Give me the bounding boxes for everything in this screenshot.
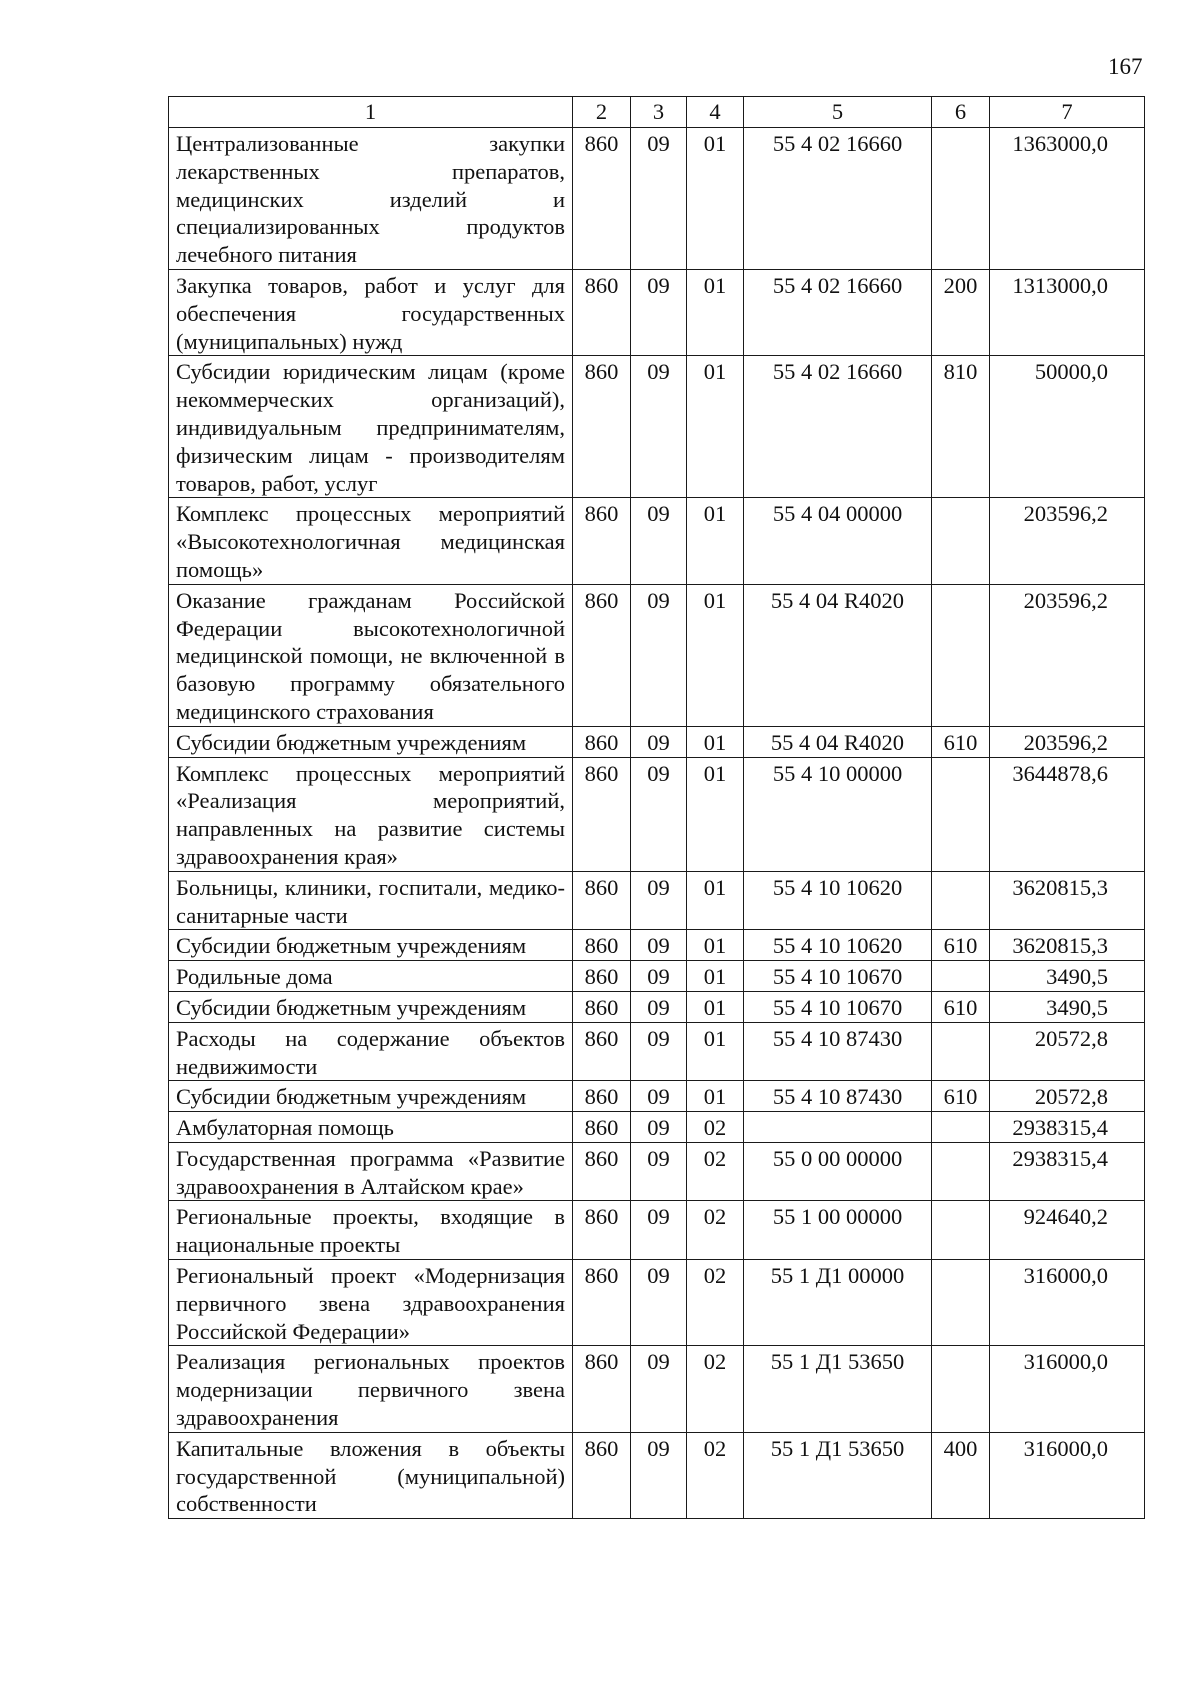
table-row xyxy=(169,1260,1145,1346)
section-code-cell: 09 xyxy=(631,991,687,1022)
amount-cell: 3490,5 xyxy=(990,991,1145,1022)
amount-cell: 203596,2 xyxy=(990,726,1145,757)
target-article-cell: 55 4 10 10620 xyxy=(744,930,932,961)
ved-code-cell: 860 xyxy=(573,1432,631,1518)
section-code-cell: 09 xyxy=(631,1142,687,1201)
row-name-cell: Субсидии бюджетным учреждениям xyxy=(169,930,573,961)
section-code-cell: 09 xyxy=(631,1022,687,1081)
amount-cell: 316000,0 xyxy=(990,1346,1145,1432)
amount-cell: 1313000,0 xyxy=(990,269,1145,355)
column-header-5: 5 xyxy=(744,97,932,128)
amount-cell: 2938315,4 xyxy=(990,1112,1145,1143)
expense-type-cell: 610 xyxy=(932,991,990,1022)
table-row xyxy=(169,128,1145,270)
target-article-cell: 55 4 10 87430 xyxy=(744,1081,932,1112)
amount-cell: 924640,2 xyxy=(990,1201,1145,1260)
amount-cell: 3620815,3 xyxy=(990,871,1145,930)
amount-cell: 20572,8 xyxy=(990,1081,1145,1112)
ved-code-cell: 860 xyxy=(573,991,631,1022)
expense-type-cell: 200 xyxy=(932,269,990,355)
subsection-code-cell: 01 xyxy=(687,128,744,270)
row-name-cell: Реализация региональных проектов модернизации первичного звена здравоохранения xyxy=(169,1346,573,1432)
subsection-code-cell: 01 xyxy=(687,930,744,961)
table-row xyxy=(169,930,1145,961)
ved-code-cell: 860 xyxy=(573,1081,631,1112)
subsection-code-cell: 01 xyxy=(687,757,744,871)
target-article-cell: 55 4 10 00000 xyxy=(744,757,932,871)
ved-code-cell: 860 xyxy=(573,726,631,757)
subsection-code-cell: 01 xyxy=(687,1081,744,1112)
expense-type-cell xyxy=(932,1022,990,1081)
subsection-code-cell: 01 xyxy=(687,871,744,930)
row-name-cell: Комплекс процессных мероприятий «Высокотехнологичная медицинская помощь» xyxy=(169,498,573,584)
column-header-7: 7 xyxy=(990,97,1145,128)
amount-cell: 203596,2 xyxy=(990,498,1145,584)
row-name-cell: Региональные проекты, входящие в национальные проекты xyxy=(169,1201,573,1260)
amount-cell: 3644878,6 xyxy=(990,757,1145,871)
table-row xyxy=(169,1112,1145,1143)
row-name-cell: Амбулаторная помощь xyxy=(169,1112,573,1143)
section-code-cell: 09 xyxy=(631,871,687,930)
column-header-4: 4 xyxy=(687,97,744,128)
section-code-cell: 09 xyxy=(631,930,687,961)
row-name-cell: Региональный проект «Модернизация первичного звена здравоохранения Российской Федерации» xyxy=(169,1260,573,1346)
amount-cell: 3620815,3 xyxy=(990,930,1145,961)
ved-code-cell: 860 xyxy=(573,930,631,961)
target-article-cell: 55 1 Д1 53650 xyxy=(744,1346,932,1432)
expense-type-cell xyxy=(932,1201,990,1260)
section-code-cell: 09 xyxy=(631,128,687,270)
expense-type-cell xyxy=(932,498,990,584)
subsection-code-cell: 02 xyxy=(687,1432,744,1518)
ved-code-cell: 860 xyxy=(573,1112,631,1143)
row-name-cell: Закупка товаров, работ и услуг для обеспечения государственных (муниципальных) нужд xyxy=(169,269,573,355)
expense-type-cell: 610 xyxy=(932,930,990,961)
column-header-1: 1 xyxy=(169,97,573,128)
table-row xyxy=(169,1346,1145,1432)
table-row xyxy=(169,1142,1145,1201)
expense-type-cell: 400 xyxy=(932,1432,990,1518)
table-row xyxy=(169,991,1145,1022)
row-name-cell: Оказание гражданам Российской Федерации высокотехнологичной медицинской помощи, не включенной в базовую программу обязательного медицинского страхования xyxy=(169,584,573,726)
section-code-cell: 09 xyxy=(631,1346,687,1432)
subsection-code-cell: 02 xyxy=(687,1142,744,1201)
expense-type-cell xyxy=(932,584,990,726)
ved-code-cell: 860 xyxy=(573,961,631,992)
expense-type-cell xyxy=(932,871,990,930)
target-article-cell: 55 4 04 R4020 xyxy=(744,584,932,726)
amount-cell: 316000,0 xyxy=(990,1432,1145,1518)
expense-type-cell: 810 xyxy=(932,356,990,498)
ved-code-cell: 860 xyxy=(573,1022,631,1081)
section-code-cell: 09 xyxy=(631,757,687,871)
ved-code-cell: 860 xyxy=(573,1346,631,1432)
target-article-cell: 55 4 10 10670 xyxy=(744,961,932,992)
row-name-cell: Больницы, клиники, госпитали, медико-санитарные части xyxy=(169,871,573,930)
table-row xyxy=(169,871,1145,930)
table-row xyxy=(169,726,1145,757)
ved-code-cell: 860 xyxy=(573,584,631,726)
row-name-cell: Родильные дома xyxy=(169,961,573,992)
table-body xyxy=(169,128,1145,1519)
column-header-3: 3 xyxy=(631,97,687,128)
table-row xyxy=(169,961,1145,992)
amount-cell: 2938315,4 xyxy=(990,1142,1145,1201)
target-article-cell: 55 4 04 R4020 xyxy=(744,726,932,757)
table-row xyxy=(169,1081,1145,1112)
section-code-cell: 09 xyxy=(631,269,687,355)
amount-cell: 316000,0 xyxy=(990,1260,1145,1346)
expense-type-cell xyxy=(932,961,990,992)
amount-cell: 1363000,0 xyxy=(990,128,1145,270)
column-header-2: 2 xyxy=(573,97,631,128)
ved-code-cell: 860 xyxy=(573,757,631,871)
table-row xyxy=(169,269,1145,355)
target-article-cell xyxy=(744,1112,932,1143)
row-name-cell: Субсидии бюджетным учреждениям xyxy=(169,991,573,1022)
table-row xyxy=(169,1432,1145,1518)
target-article-cell: 55 4 10 87430 xyxy=(744,1022,932,1081)
subsection-code-cell: 01 xyxy=(687,991,744,1022)
expense-type-cell xyxy=(932,1346,990,1432)
target-article-cell: 55 1 Д1 00000 xyxy=(744,1260,932,1346)
section-code-cell: 09 xyxy=(631,1201,687,1260)
section-code-cell: 09 xyxy=(631,1260,687,1346)
target-article-cell: 55 4 10 10670 xyxy=(744,991,932,1022)
expense-type-cell xyxy=(932,128,990,270)
subsection-code-cell: 02 xyxy=(687,1346,744,1432)
subsection-code-cell: 01 xyxy=(687,498,744,584)
row-name-cell: Государственная программа «Развитие здравоохранения в Алтайском крае» xyxy=(169,1142,573,1201)
target-article-cell: 55 4 02 16660 xyxy=(744,128,932,270)
row-name-cell: Капитальные вложения в объекты государственной (муниципальной) собственности xyxy=(169,1432,573,1518)
ved-code-cell: 860 xyxy=(573,1260,631,1346)
section-code-cell: 09 xyxy=(631,961,687,992)
subsection-code-cell: 02 xyxy=(687,1201,744,1260)
target-article-cell: 55 4 10 10620 xyxy=(744,871,932,930)
expense-type-cell: 610 xyxy=(932,726,990,757)
row-name-cell: Комплекс процессных мероприятий «Реализация мероприятий, направленных на развитие системы здравоохранения края» xyxy=(169,757,573,871)
table-row xyxy=(169,1201,1145,1260)
row-name-cell: Субсидии юридическим лицам (кроме некоммерческих организаций), индивидуальным предпринимателям, физическим лицам - производителям товаров, работ, услуг xyxy=(169,356,573,498)
table-row xyxy=(169,1022,1145,1081)
table-row xyxy=(169,584,1145,726)
subsection-code-cell: 01 xyxy=(687,961,744,992)
ved-code-cell: 860 xyxy=(573,356,631,498)
header-row xyxy=(169,97,1145,128)
table-row xyxy=(169,757,1145,871)
expense-type-cell: 610 xyxy=(932,1081,990,1112)
page-number: 167 xyxy=(1108,54,1143,79)
subsection-code-cell: 01 xyxy=(687,269,744,355)
section-code-cell: 09 xyxy=(631,498,687,584)
expense-type-cell xyxy=(932,1142,990,1201)
subsection-code-cell: 01 xyxy=(687,1022,744,1081)
target-article-cell: 55 0 00 00000 xyxy=(744,1142,932,1201)
row-name-cell: Расходы на содержание объектов недвижимости xyxy=(169,1022,573,1081)
ved-code-cell: 860 xyxy=(573,1201,631,1260)
amount-cell: 203596,2 xyxy=(990,584,1145,726)
subsection-code-cell: 01 xyxy=(687,726,744,757)
section-code-cell: 09 xyxy=(631,584,687,726)
target-article-cell: 55 4 02 16660 xyxy=(744,356,932,498)
amount-cell: 3490,5 xyxy=(990,961,1145,992)
budget-table xyxy=(168,96,1145,1519)
target-article-cell: 55 4 04 00000 xyxy=(744,498,932,584)
table-row xyxy=(169,356,1145,498)
subsection-code-cell: 02 xyxy=(687,1112,744,1143)
target-article-cell: 55 1 Д1 53650 xyxy=(744,1432,932,1518)
table-row xyxy=(169,498,1145,584)
section-code-cell: 09 xyxy=(631,1112,687,1143)
target-article-cell: 55 1 00 00000 xyxy=(744,1201,932,1260)
subsection-code-cell: 01 xyxy=(687,584,744,726)
expense-type-cell xyxy=(932,1112,990,1143)
section-code-cell: 09 xyxy=(631,726,687,757)
subsection-code-cell: 01 xyxy=(687,356,744,498)
target-article-cell: 55 4 02 16660 xyxy=(744,269,932,355)
amount-cell: 20572,8 xyxy=(990,1022,1145,1081)
expense-type-cell xyxy=(932,757,990,871)
ved-code-cell: 860 xyxy=(573,498,631,584)
ved-code-cell: 860 xyxy=(573,871,631,930)
section-code-cell: 09 xyxy=(631,1432,687,1518)
amount-cell: 50000,0 xyxy=(990,356,1145,498)
ved-code-cell: 860 xyxy=(573,128,631,270)
row-name-cell: Субсидии бюджетным учреждениям xyxy=(169,726,573,757)
ved-code-cell: 860 xyxy=(573,269,631,355)
subsection-code-cell: 02 xyxy=(687,1260,744,1346)
row-name-cell: Централизованные закупки лекарственных препаратов, медицинских изделий и специализированных продуктов лечебного питания xyxy=(169,128,573,270)
ved-code-cell: 860 xyxy=(573,1142,631,1201)
section-code-cell: 09 xyxy=(631,1081,687,1112)
column-header-6: 6 xyxy=(932,97,990,128)
expense-type-cell xyxy=(932,1260,990,1346)
row-name-cell: Субсидии бюджетным учреждениям xyxy=(169,1081,573,1112)
section-code-cell: 09 xyxy=(631,356,687,498)
